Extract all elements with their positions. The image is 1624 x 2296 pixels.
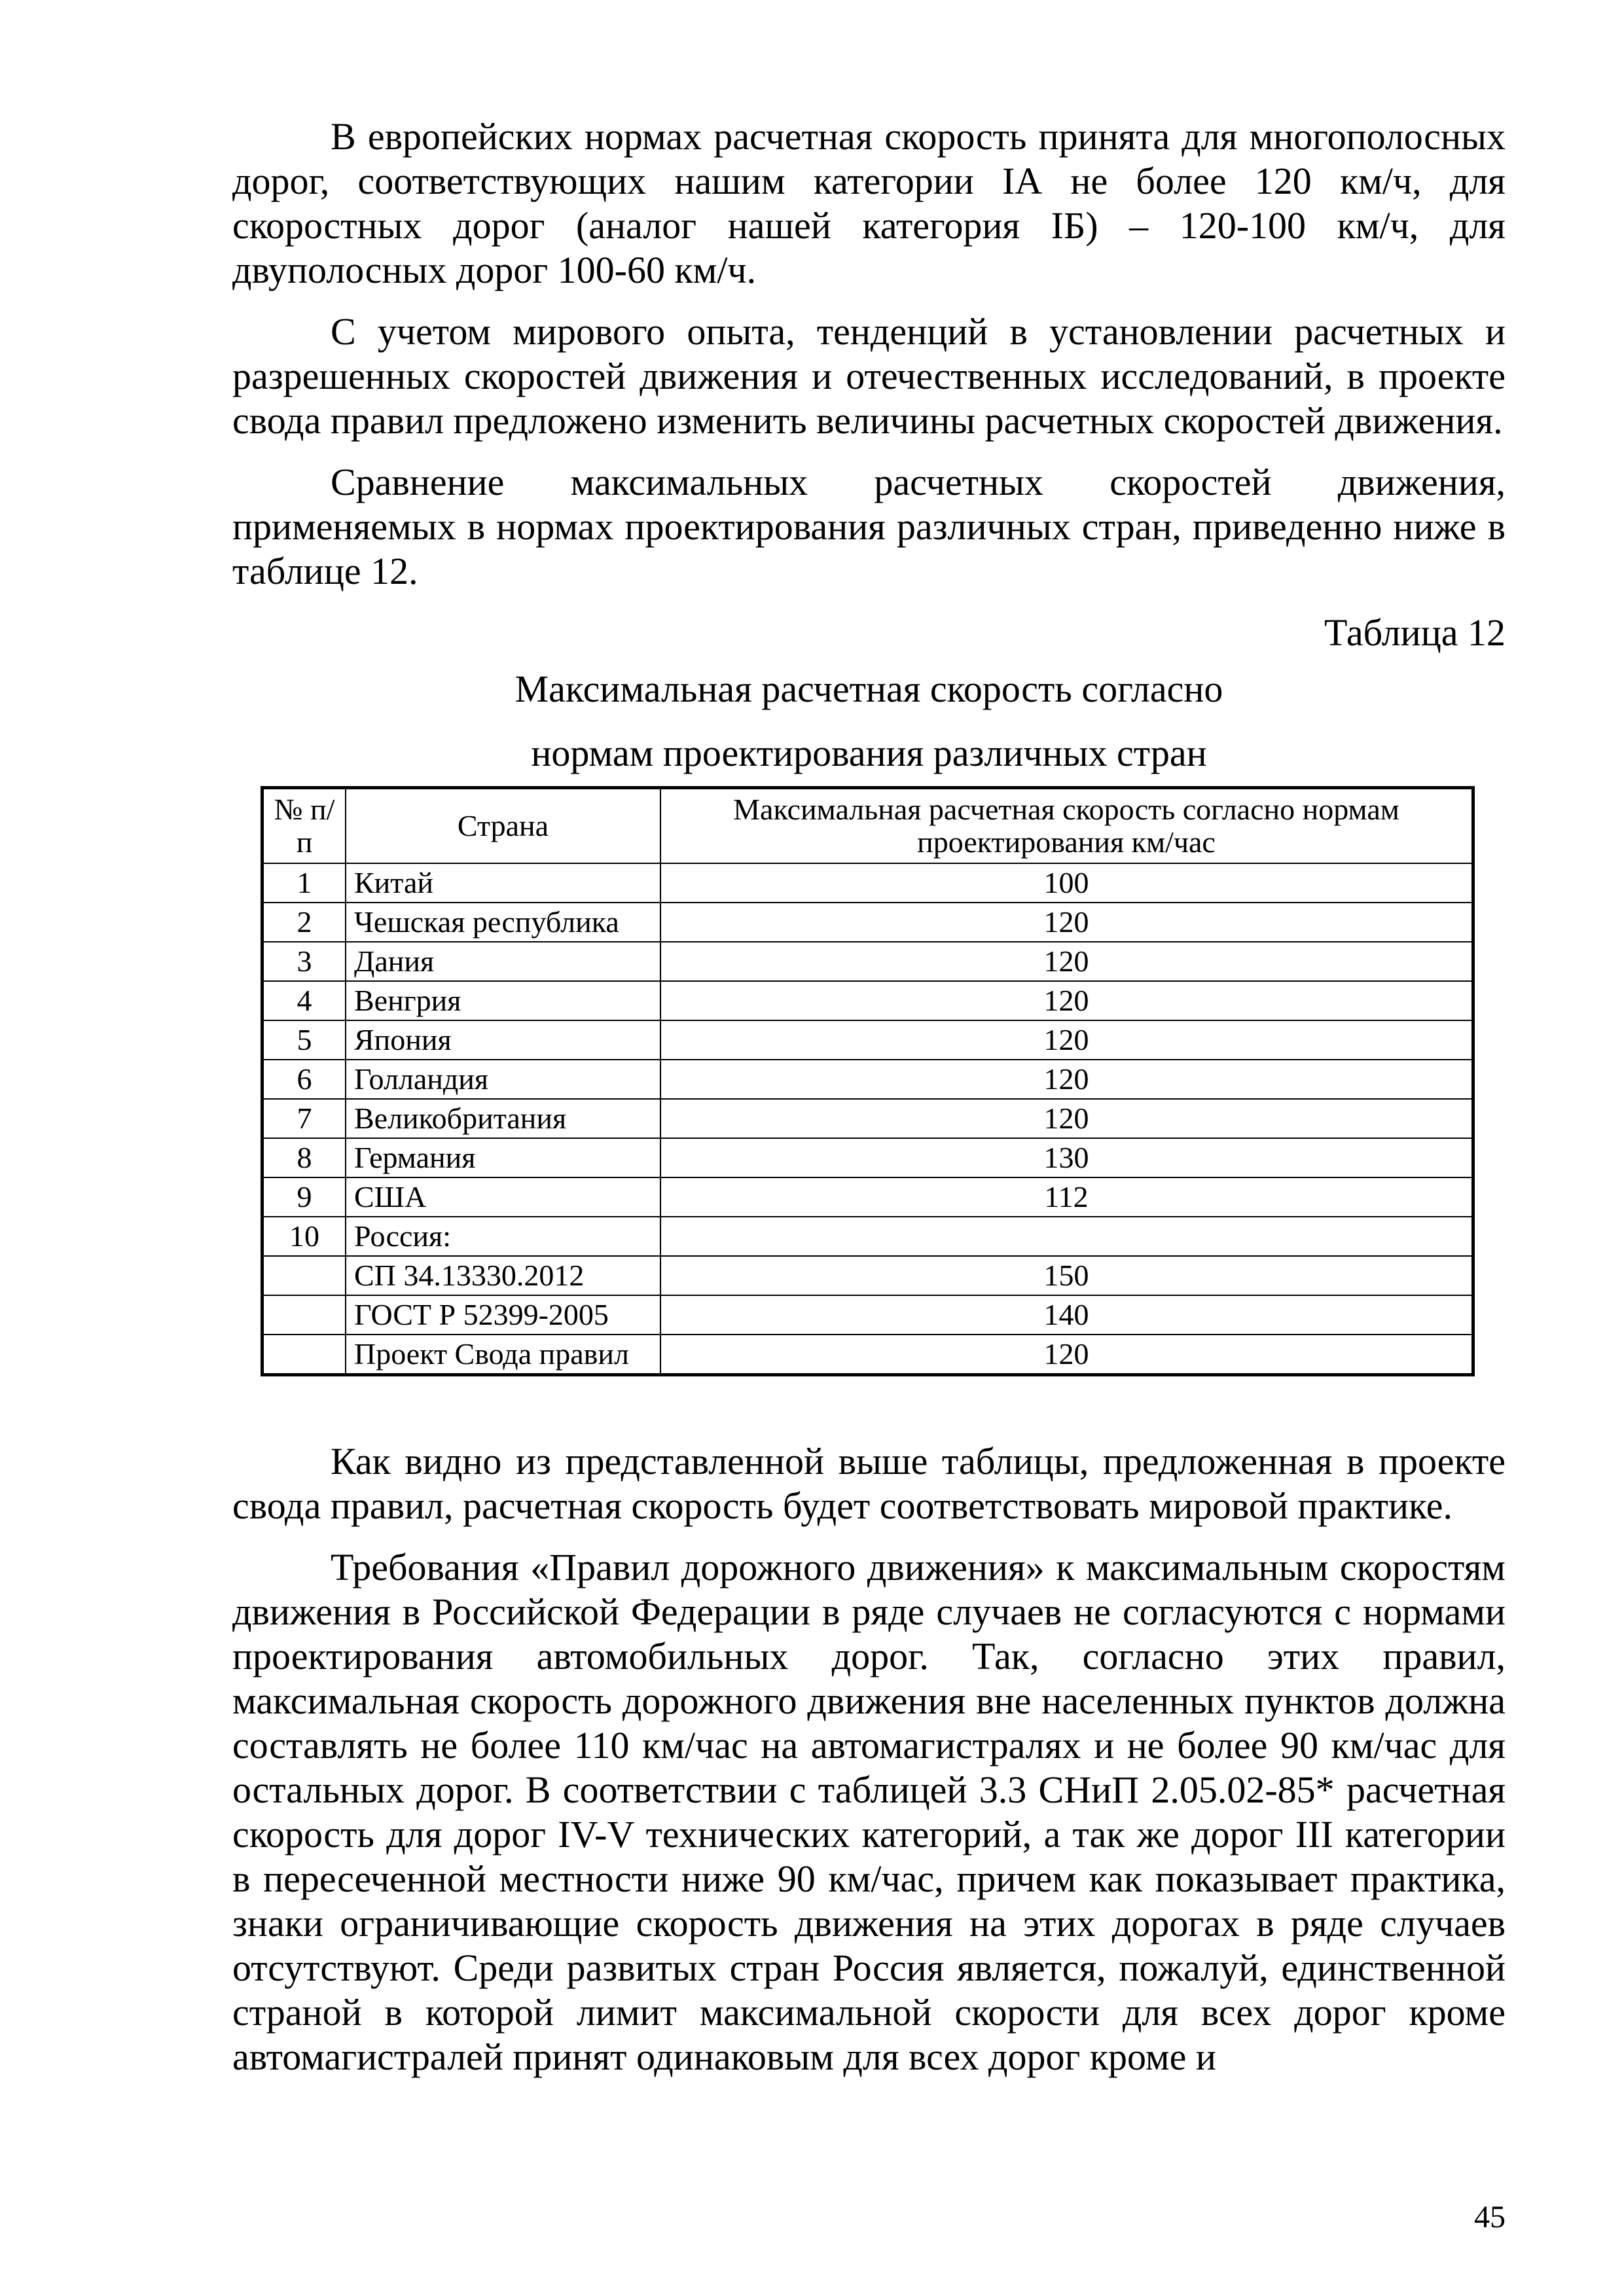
table-row [262,863,1473,903]
row-country: Дания [346,942,660,981]
paragraph-world-experience: С учетом мирового опыта, тенденций в установлении расчетных и разрешенных скоростей движения и отечественных исследований, в проекте свода правил предложено изменить величины расчетных скоростей движения. [232,310,1506,442]
row-speed: 120 [660,903,1473,942]
table-title-line-1: Максимальная расчетная скорость согласно [514,668,1223,710]
row-num [262,1335,346,1375]
row-country: Проект Свода правил [346,1335,660,1375]
row-speed: 120 [660,1099,1473,1138]
row-num: 4 [262,981,346,1020]
row-num: 2 [262,903,346,942]
row-country: Япония [346,1020,660,1060]
row-speed: 120 [660,981,1473,1020]
paragraph-table-conclusion: Как видно из представленной выше таблицы, предложенная в проекте свода правил, расчетная скорость будет соответствовать мировой практике. [232,1440,1506,1527]
row-num: 9 [262,1177,346,1217]
row-speed: 120 [660,942,1473,981]
row-country: Чешская республика [346,903,660,942]
table-row [262,1060,1473,1099]
page-number: 45 [1474,2200,1506,2234]
row-country: СП 34.13330.2012 [346,1256,660,1295]
header-num: № п/п [262,788,346,864]
row-num: 3 [262,942,346,981]
table-row [262,1099,1473,1138]
row-speed: 140 [660,1295,1473,1335]
row-speed: 120 [660,1020,1473,1060]
paragraph-traffic-rules: Требования «Правил дорожного движения» к максимальным скоростям движения в Российской Федерации в ряде случаев не согласуются с нормами проектирования автомобильных дорог. Так, согласно этих правил, максимальная скорость дорожного движения вне населенных пунктов должна составлять не более 110 км/час на автомагистралях и не более 90 км/час для остальных дорог. В соответствии с таблицей 3.3 СНиП 2.05.02-85* расчетная скорость для дорог IV-V технических категорий, а так же дорог III категории в пересеченной местности ниже 90 км/час, причем как показывает практика, знаки ограничивающие скорость движения на этих дорогах в ряде случаев отсутствуют. Среди развитых стран Россия является, пожалуй, единственной страной в которой лимит максимальной скорости для всех дорог кроме автомагистралей принят одинаковым для всех дорог кроме и [232,1546,1506,2078]
row-speed: 150 [660,1256,1473,1295]
table-row [262,1295,1473,1335]
row-num: 5 [262,1020,346,1060]
row-num [262,1256,346,1295]
row-country: Россия: [346,1217,660,1256]
row-country: ГОСТ Р 52399-2005 [346,1295,660,1335]
table-row [262,1138,1473,1177]
row-country: США [346,1177,660,1217]
header-country: Страна [346,788,660,864]
row-speed: 130 [660,1138,1473,1177]
table-title [232,667,1506,776]
row-speed: 120 [660,1060,1473,1099]
table-row [262,942,1473,981]
table-row [262,981,1473,1020]
table-row [262,903,1473,942]
table-title-line-2: нормам проектирования различных стран [531,732,1207,774]
row-country: Германия [346,1138,660,1177]
row-num: 1 [262,863,346,903]
row-num: 6 [262,1060,346,1099]
row-country: Венгрия [346,981,660,1020]
table-row [262,1217,1473,1256]
row-speed: 100 [660,863,1473,903]
table-row [262,1020,1473,1060]
paragraph-european-norms: В европейских нормах расчетная скорость принята для многополосных дорог, соответствующих нашим категории IА не более 120 км/ч, для скоростных дорог (аналог нашей категория IБ) – 120-100 км/ч, для двуполосных дорог 100-60 км/ч. [232,115,1506,291]
row-speed [660,1217,1473,1256]
table-label: Таблица 12 [1324,611,1506,654]
row-speed: 120 [660,1335,1473,1375]
table-row [262,1256,1473,1295]
row-country: Великобритания [346,1099,660,1138]
speed-table [261,786,1475,1376]
row-country: Голландия [346,1060,660,1099]
row-num: 7 [262,1099,346,1138]
paragraph-comparison-intro: Сравнение максимальных расчетных скоростей движения, применяемых в нормах проектирования различных стран, приведенно ниже в таблице 12. [232,461,1506,592]
row-country: Китай [346,863,660,903]
row-speed: 112 [660,1177,1473,1217]
row-num [262,1295,346,1335]
table-row [262,1177,1473,1217]
table-header-row [262,788,1473,864]
document-page [232,115,1506,2096]
header-speed: Максимальная расчетная скорость согласно нормам проектирования км/час [660,788,1473,864]
row-num: 10 [262,1217,346,1256]
row-num: 8 [262,1138,346,1177]
table-row [262,1335,1473,1375]
